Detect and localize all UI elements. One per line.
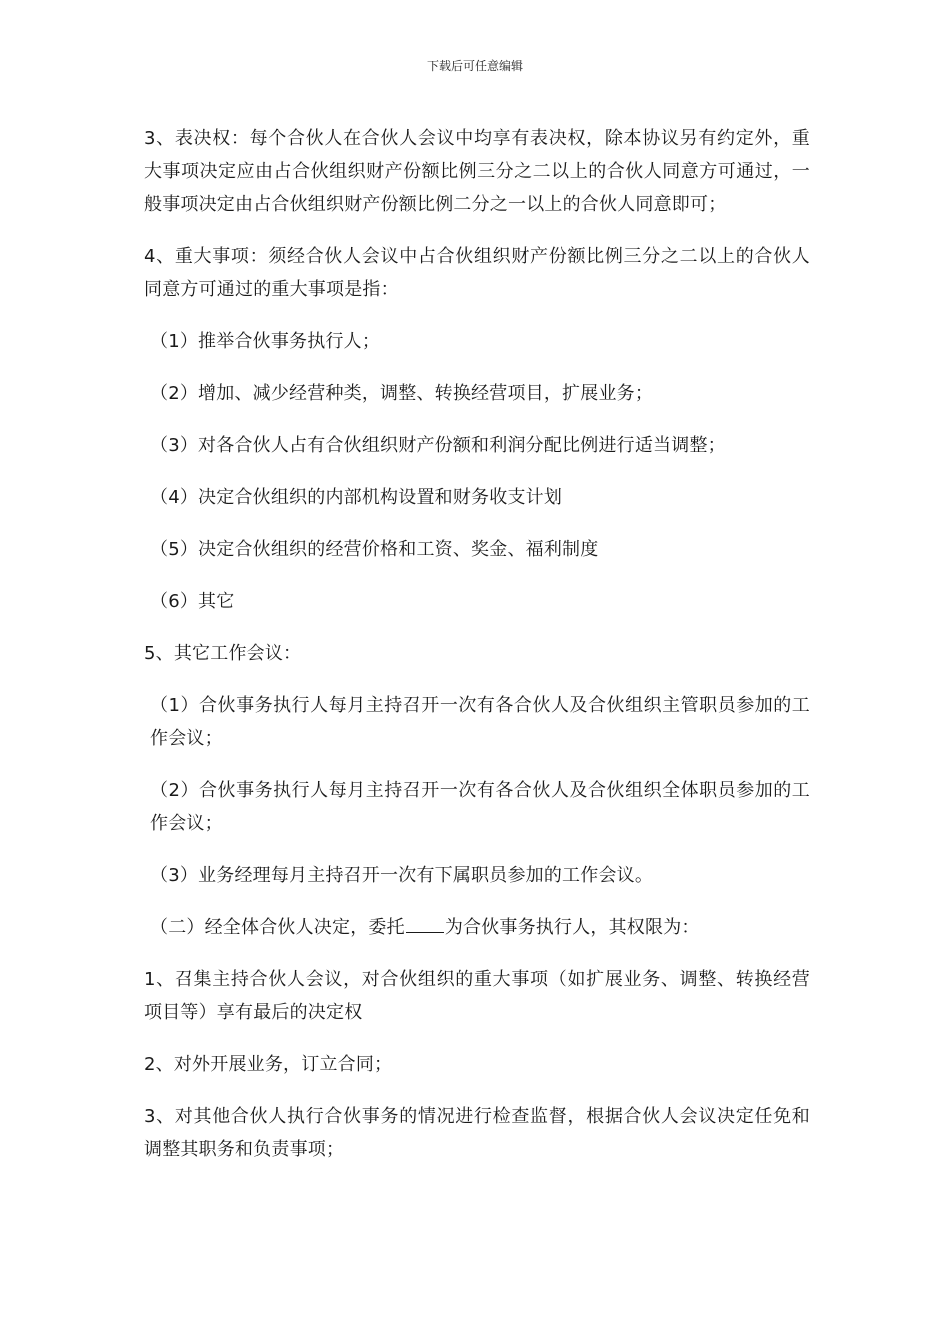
paragraph-authority-3: 3、对其他合伙人执行合伙事务的情况进行检查监督，根据合伙人会议决定任免和调整其职务和负责事项； — [144, 1106, 810, 1160]
list-item: （1）推举合伙事务执行人； — [150, 331, 381, 352]
list-item: （2）增加、减少经营种类，调整、转换经营项目，扩展业务； — [150, 383, 654, 404]
paragraph-executor-appointment — [144, 911, 810, 944]
paragraph-voting-rights: 3、表决权：每个合伙人在合伙人会议中均享有表决权，除本协议另有约定外，重大事项决定应由占合伙组织财产份额比例三分之二以上的合伙人同意方可通过，一般事项决定由占合伙组织财产份额比例二分之一以上的合伙人同意即可； — [144, 128, 810, 215]
list-item: （3）对各合伙人占有合伙组织财产份额和利润分配比例进行适当调整； — [150, 435, 726, 456]
list-item: （6）其它 — [150, 591, 235, 612]
list-item: （3）业务经理每月主持召开一次有下属职员参加的工作会议。 — [150, 865, 654, 886]
list-item: （5）决定合伙组织的经营价格和工资、奖金、福利制度 — [150, 539, 599, 560]
document-body — [144, 122, 810, 1185]
paragraph-authority-1: 1、召集主持合伙人会议，对合伙组织的重大事项（如扩展业务、调整、转换经营项目等）享有最后的决定权 — [144, 969, 810, 1023]
blank-underline — [406, 912, 444, 933]
appointment-text-after: 为合伙事务执行人，其权限为： — [444, 917, 700, 938]
appointment-text-before: （二）经全体合伙人决定，委托 — [150, 917, 405, 938]
paragraph-authority-2: 2、对外开展业务，订立合同； — [144, 1054, 393, 1075]
paragraph-major-matters: 4、重大事项：须经合伙人会议中占合伙组织财产份额比例三分之二以上的合伙人同意方可通过的重大事项是指： — [144, 246, 810, 300]
list-item: （1）合伙事务执行人每月主持召开一次有各合伙人及合伙组织主管职员参加的工作会议； — [150, 695, 810, 749]
paragraph-other-meetings: 5、其它工作会议： — [144, 643, 302, 664]
list-item: （2）合伙事务执行人每月主持召开一次有各合伙人及合伙组织全体职员参加的工作会议； — [150, 780, 810, 834]
list-item: （4）决定合伙组织的内部机构设置和财务收支计划 — [150, 487, 563, 508]
page-header-note: 下载后可任意编辑 — [426, 59, 523, 73]
